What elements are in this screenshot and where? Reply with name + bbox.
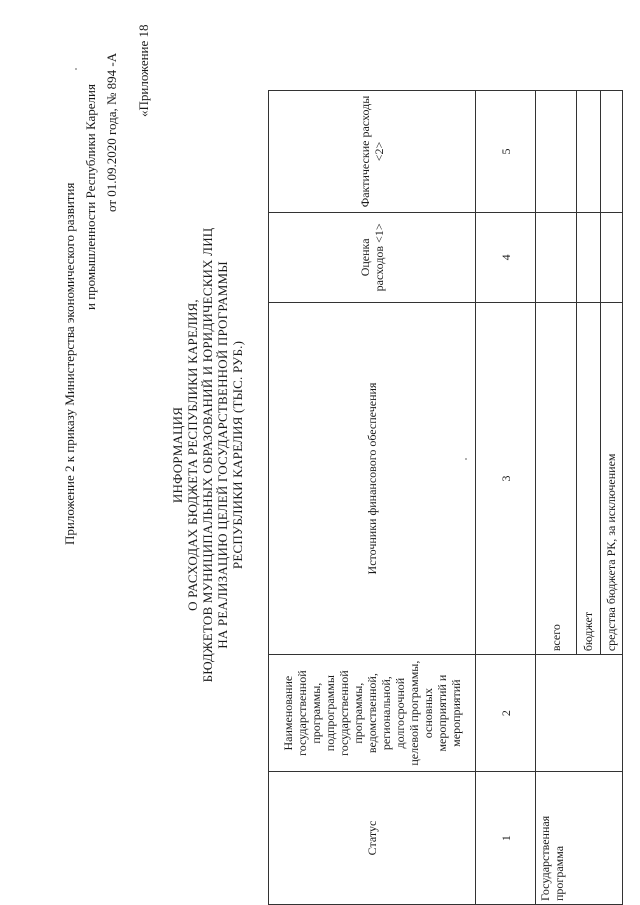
header-actual: Фактические расходы <2> (269, 91, 476, 213)
attachment-line-3: от 01.09.2020 года, № 894 -А (104, 52, 119, 212)
annex-number: «Приложение 18 (136, 24, 151, 117)
header-source: Источники финансового обеспечения (269, 302, 476, 654)
scan-speck (465, 458, 467, 460)
expenses-table (268, 90, 623, 905)
column-number: 3 (475, 302, 536, 654)
column-number: 2 (475, 655, 536, 772)
attachment-line-1: Приложение 2 к приказу Министерства экономического развития (62, 182, 77, 545)
name-cell (536, 655, 623, 772)
column-number: 5 (475, 91, 536, 213)
status-cell: Государственная программа (536, 772, 623, 905)
estimate-cell (536, 212, 576, 302)
header-name: Наименование государственной программы, подпрограммы государственной программы, ведомственной, региональной, долгосрочной целевой программы, основных мероприятий и мероприятий (269, 655, 476, 772)
table-header-row (269, 91, 476, 905)
title-line-3: БЮДЖЕТОВ МУНИЦИПАЛЬНЫХ ОБРАЗОВАНИЙ И ЮРИДИЧЕСКИХ ЛИЦ (200, 227, 215, 683)
header-estimate: Оценка расходов <1> (269, 212, 476, 302)
column-number: 4 (475, 212, 536, 302)
title-line-2: О РАСХОДАХ БЮДЖЕТА РЕСПУБЛИКИ КАРЕЛИЯ, (185, 299, 200, 611)
title-line-1: ИНФОРМАЦИЯ (170, 406, 185, 504)
actual-cell (576, 91, 600, 213)
scan-speck (75, 68, 77, 70)
document-title (170, 5, 245, 905)
header-status: Статус (269, 772, 476, 905)
table-row (536, 91, 576, 905)
estimate-cell (576, 212, 600, 302)
attachment-line-2: и промышленности Республики Карелия (83, 84, 98, 310)
title-line-5: РЕСПУБЛИКИ КАРЕЛИЯ (ТЫС. РУБ.) (230, 340, 245, 570)
column-number: 1 (475, 772, 536, 905)
title-line-4: НА РЕАЛИЗАЦИЮ ЦЕЛЕЙ ГОСУДАРСТВЕННОЙ ПРОГРАММЫ (215, 261, 230, 649)
actual-cell (600, 91, 622, 213)
source-cell-partial: средства бюджета РК, за исключением (600, 302, 622, 654)
source-cell: всего (536, 302, 576, 654)
actual-cell (536, 91, 576, 213)
source-cell: бюджет (576, 302, 600, 654)
estimate-cell (600, 212, 622, 302)
column-number-row (475, 91, 536, 905)
